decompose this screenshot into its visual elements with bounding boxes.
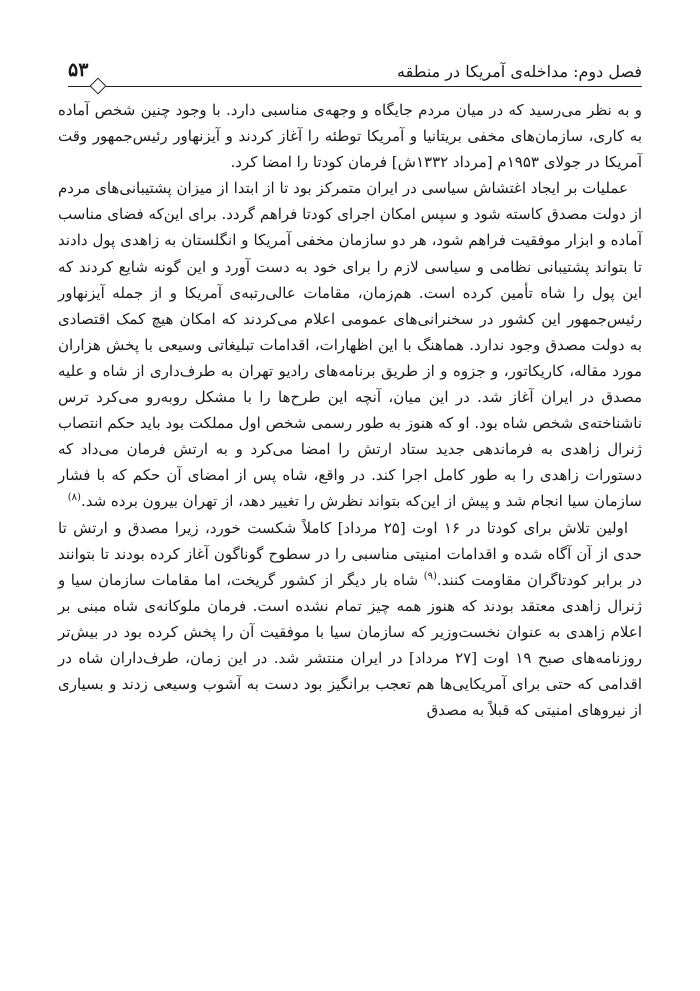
paragraph-2 xyxy=(58,175,642,514)
paragraph-3 xyxy=(58,515,642,724)
footnote-marker-9: (۹) xyxy=(423,570,437,582)
body-text xyxy=(58,97,642,723)
paragraph-1-text: و به نظر می‌رسید که در میان مردم جایگاه و وجهه‌ی مناسبی دارد. با وجود چنین شخص آماده به کاری، سازمان‌های مخفی بریتانیا و آمریکا توطئه را آغاز کردند و آیزنهاور رئیس‌جمهور وقت آمریکا در جولای ۱۹۵۳م [مرداد ۱۳۳۲ش] فرمان کودتا را امضا کرد. xyxy=(58,101,642,172)
header-rule xyxy=(68,86,642,87)
paragraph-1 xyxy=(58,97,642,175)
chapter-title: فصل دوم: مداخله‌ی آمریکا در منطقه xyxy=(397,62,642,81)
paragraph-2-text: عملیات بر ایجاد اغتشاش سیاسی در ایران متمرکز بود تا از ابتدا از میزان پشتیبانی‌های مردم از دولت مصدق کاسته شود و سپس امکان اجرای کودتا فراهم گردد. برای این‌که فضای مناسب آماده و ابزار موفقیت فراهم شود، هر دو سازمان مخفی آمریکا و انگلستان به زاهدی پول دادند تا بتواند پشتیبانی نظامی و سیاسی لازم را برای خود به دست آورد و این گونه شایع کردند که این پول را شاه تأمین کرده است. هم‌زمان، مقامات عالی‌رتبه‌ی آمریکا و از جمله آیزنهاور رئیس‌جمهور این کشور در سخنرانی‌های عمومی اعلام می‌کردند که امکان هیچ کمک اقتصادی به دولت مصدق وجود ندارد. هماهنگ با این اظهارات، اقدامات تبلیغاتی وسیعی با پخش هزاران مورد مقاله، کاریکاتور، و جزوه و از طریق برنامه‌های رادیو تهران به طرف‌داری از شاه و علیه مصدق در ایران آغاز شد. در این میان، آنچه این طرح‌ها را با مشکل روبه‌رو می‌کرد ترس ناشناخته‌ی شخص شاه بود. او که هنوز به طور رسمی شخص اول مملکت بود باید حکم انتصاب ژنرال زاهدی به فرماندهی جدید ستاد ارتش را امضا می‌کرد و به ارتش فرمان می‌داد که دستورات زاهدی را به طور کامل اجرا کند. در واقع، شاه پس از امضای آن حکم که با فشار سازمان سیا انجام شد و پیش از این‌که بتواند نظرش را تغییر دهد، از تهران بیرون برده شد. xyxy=(58,179,642,511)
paragraph-3-text-continued: شاه بار دیگر از کشور گریخت، اما مقامات سازمان سیا و ژنرال زاهدی معتقد بودند که هنوز همه چیز تمام نشده است. فرمان ملوکانه‌ی شاه مبنی بر اعلام زاهدی به عنوان نخست‌وزیر که سازمان سیا با موفقیت آن را پخش کرده بود در بیش‌تر روزنامه‌های صبح ۱۹ اوت [۲۷ مرداد] در ایران منتشر شد. در این زمان، طرف‌داران شاه در اقدامی که حتی برای آمریکایی‌ها هم تعجب برانگیز بود دست به آشوب وسیعی زدند و بسیاری از نیروهای امنیتی که قبلاً به مصدق xyxy=(58,570,643,720)
paragraph-3-text: اولین تلاش برای کودتا در ۱۶ اوت [۲۵ مرداد] کاملاً شکست خورد، زیرا مصدق و ارتش تا حدی از آن آگاه شده و اقدامات امنیتی مناسبی را در سطوح گوناگون آغاز کرده بودند تا بتوانند در برابر کودتاگران مقاومت کنند. xyxy=(58,518,642,589)
running-header xyxy=(68,58,642,88)
footnote-marker-8: (۸) xyxy=(67,492,81,504)
diamond-ornament-icon xyxy=(90,78,107,95)
page-number: ۵۳ xyxy=(68,59,89,81)
